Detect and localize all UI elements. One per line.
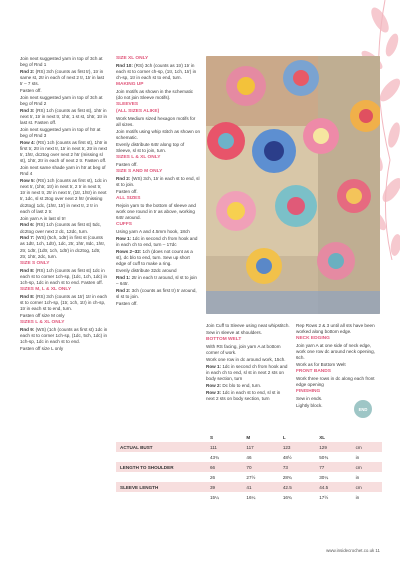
row-label: Rnd 2: [116, 175, 131, 181]
section-heading: SIZES M, L & XL ONLY [20, 286, 72, 292]
instruction-paragraph: Fasten off. [116, 162, 138, 168]
table-cell: cm [352, 482, 382, 492]
table-cell: 117 [242, 442, 278, 452]
section-heading: BOTTOM WELT [206, 336, 242, 342]
table-header-cell: M [242, 432, 278, 442]
table-cell: LENGTH TO SHOULDER [116, 462, 206, 472]
table-cell [116, 452, 206, 462]
table-cell: 28¾ [279, 472, 315, 482]
table-cell: 73 [279, 462, 315, 472]
table-cell: 16¼ [242, 492, 278, 502]
table-cell: 42.5 [279, 482, 315, 492]
instruction-paragraph: Evenly distribute 32dc around [116, 267, 177, 273]
table-row [116, 472, 382, 482]
row-label: Rnd 8: [20, 267, 35, 273]
instruction-paragraph: Rnd 1: 2tr in each tr around, sl st to join – 64tr. [116, 274, 197, 286]
instruction-paragraph: Rnd 2: (WS) 3ch, 1tr in each st to end, sl st to join. [116, 175, 200, 187]
instruction-paragraph: Rnd 6: (RS) 1ch (counts as first st) 5dc, dc2tog over next 2 dc, 12dc, turn. [20, 222, 102, 234]
end-badge: END [354, 400, 372, 418]
table-cell: 44.5 [315, 482, 351, 492]
table-cell: 46 [242, 452, 278, 462]
instruction-paragraph: Rnd 2: (RS) 3ch (counts as first tr), 1tr in same st, 2tr in each of next 2 tr, 1tr in last tr – 7 sts. [20, 68, 105, 87]
instruction-paragraph: Sew in sleeve at shoulders. [206, 329, 262, 335]
section-heading: SIZE S AND M ONLY [116, 168, 163, 174]
table-row [116, 492, 382, 502]
column-2 [116, 56, 200, 308]
instruction-paragraph: Fasten off. [116, 300, 138, 306]
instruction-paragraph: Row 1: 1dc in second ch from hook and in each ch to end, turn – 17dc [116, 235, 198, 247]
table-header-row [116, 432, 382, 442]
table-row [116, 452, 382, 462]
table-cell: 123 [279, 442, 315, 452]
instruction-paragraph: Rnd 3: (RS) 1ch (counts as first st), 1htr in next tr, 1tr in next tr, 1htr, 1 st st, 1htr, 1tr in last st. Fasten off. [20, 107, 108, 126]
instruction-paragraph: With RS facing, join yarn A at bottom corner of work. [206, 343, 281, 355]
instruction-paragraph: Lightly block. [296, 402, 323, 408]
table-cell: 50¾ [315, 452, 351, 462]
cardigan-photo [206, 56, 380, 314]
instruction-paragraph: Join next suggested yarn in top of 3ch at beg of Rnd 2 [20, 94, 103, 107]
instruction-paragraph: Fasten off size M only [20, 312, 65, 318]
section-heading: (ALL SIZES ALIKE) [116, 109, 160, 115]
section-heading: SIZES L & XL ONLY [116, 155, 161, 161]
instruction-paragraph: Join yarn A at one side of neck edge, work one row dc around neck opening, 6ch. [296, 342, 375, 361]
instruction-paragraph: Join yarn A in last sl tr! [20, 215, 66, 221]
section-heading: NECK EDGING [296, 335, 330, 341]
row-label: Rnd 2: [20, 68, 35, 74]
table-cell: 70 [242, 462, 278, 472]
table-cell: 129 [315, 442, 351, 452]
instruction-paragraph: Work as for Bottom Welt [296, 362, 346, 368]
instruction-paragraph: Row 1: 1dc in second ch from hook and in each ch to end, sl st in next 2 sts on body section, turn [206, 363, 288, 381]
column-4 [296, 323, 380, 410]
table-cell: cm [352, 442, 382, 452]
row-label: Rnd 9: [20, 326, 35, 332]
table-cell: 111 [206, 442, 242, 452]
row-label: Row 3: [206, 389, 222, 395]
instruction-paragraph: Rejoin yarn to the bottom of sleeve and work one round in tr as above, working 64tr around. [116, 202, 196, 220]
table-row [116, 482, 382, 492]
table-cell: 27½ [242, 472, 278, 482]
table-header-cell: XL [315, 432, 351, 442]
row-label: Row 4: [20, 140, 36, 145]
table-header-cell: S [206, 432, 242, 442]
table-cell: 16¾ [279, 492, 315, 502]
table-cell: 66 [206, 462, 242, 472]
table-cell: 43¾ [206, 452, 242, 462]
table-cell: ACTUAL BUST [116, 442, 206, 452]
section-heading: FRONT BANDS [296, 368, 331, 374]
instruction-paragraph: Work Medium sized hexagon motifs for all sizes. [116, 116, 196, 128]
table-cell: 41 [242, 482, 278, 492]
section-heading: SLEEVES [116, 102, 139, 108]
section-heading: SIZES L & XL ONLY [20, 319, 65, 325]
instruction-paragraph: Row 3: 1dc in each st to end, sl st in next 2 sts on body section, turn [206, 389, 281, 401]
section-heading: SIZE S ONLY [20, 260, 50, 266]
table-cell: 15¼ [206, 492, 242, 502]
instruction-paragraph: Using yarn A and 4.5mm hook, 18ch [116, 228, 190, 234]
row-label: Row 1: [206, 363, 222, 369]
instruction-paragraph: Join Cuff to Sleeve using neat whipstitch. [206, 323, 290, 328]
table-cell: 26 [206, 472, 242, 482]
table-row [116, 462, 382, 472]
row-label: Row 1: [116, 235, 132, 241]
table-header-cell: L [279, 432, 315, 442]
table-cell [116, 492, 206, 502]
section-heading: SIZE XL ONLY [116, 56, 149, 61]
section-heading: FINISHING [296, 388, 321, 394]
table-cell: 17½ [315, 492, 351, 502]
section-heading: MAKING UP [116, 82, 144, 88]
page-footer: www.insidecrochet.co.uk 11 [326, 548, 380, 553]
instruction-paragraph: Fasten off. [116, 188, 138, 194]
table-cell: 48½ [279, 452, 315, 462]
row-label: Rnd 6: [20, 222, 35, 228]
instruction-paragraph: Rnd 2: 3ch (counts as first tr) tr around, sl st to join. [116, 287, 197, 299]
row-label: Rnd 7: [20, 235, 35, 241]
instruction-paragraph: Sew in ends. [296, 395, 323, 401]
row-label: Rnd 8: [20, 293, 35, 299]
instruction-paragraph: Join motifs as shown in the schematic (do not join Sleeve motifs). [116, 89, 194, 101]
table-cell: 39 [206, 482, 242, 492]
table-header-cell [116, 432, 206, 442]
instruction-paragraph: Evenly distribute 64tr along top of Sleeve, sl st to join, turn. [116, 142, 185, 154]
row-label: Rnd 10: [116, 63, 133, 68]
column-3 [206, 323, 290, 403]
instruction-paragraph: Join motifs using whip stitch as shown on schematic. [116, 129, 201, 141]
instruction-paragraph: Row 5: (RS) 1ch (counts as first st), 1dc in next tr, (1htr, 1tr) in next tr, 2 tr in next tr, 1tr in next tr, 2tr in next tr, (1tr, 1htr) in next tr, 1dc, sl st 2tog over next 2 htr (missing dc2tog) 1dc, (1htr, 1tr) in next tr, 2 tr in each of last 2 tr. [20, 178, 107, 214]
table-cell: in [352, 472, 382, 482]
table-cell: in [352, 492, 382, 502]
instruction-paragraph: Rnd 10: (RS) 3ch (counts as 1tr) 1tr in each st to corner ch-sp, (1tr, 1ch, 1tr) in ch-sp, 1tr in each st to end, turn. [116, 63, 197, 81]
instruction-paragraph: Rnd 7: (WS) (5ch, 1dtr) in first st (counts as 1dtr, 1ch, 1dtr), 1dc, 2tr, 1htr, 8dc, 1htr, 2tr, 1dtr, (1dtr, 1ch, 1dtr) in dc2tog, 1dtr, 2tr, 1htr, 2dc, turn. [20, 235, 106, 259]
table-cell: cm [352, 462, 382, 472]
row-label: Row 5: [20, 178, 36, 184]
instruction-paragraph: Join next same shade yarn in htr at beg of Rnd 4 [20, 165, 106, 177]
row-label: Rows 2–32: [116, 248, 142, 254]
row-label: Rnd 1: [116, 274, 131, 280]
instruction-paragraph: Fasten off size L only [20, 345, 64, 351]
section-heading: CUFFS [116, 221, 132, 227]
row-label: Rnd 3: [20, 107, 35, 113]
instruction-paragraph: Join next suggested yarn in top of htr at beg of Rnd 3 [20, 127, 101, 139]
table-row [116, 442, 382, 452]
table-cell: SLEEVE LENGTH [116, 482, 206, 492]
instruction-paragraph: Join next suggested yarn in top of 3ch at beg of Rnd 1 [20, 56, 103, 68]
row-label: Row 2: [206, 382, 222, 388]
instruction-paragraph: Rows 2–32: 1ch (does not count as a st), dc blo to end, turn. Sew up short edge of cuff to make a ring. [116, 248, 193, 266]
size-table [116, 432, 382, 502]
row-label: Rnd 2: [116, 287, 131, 293]
instruction-paragraph: Row 2: Dc blo to end, turn. [206, 382, 262, 388]
table-cell: 77 [315, 462, 351, 472]
table-cell: 30¼ [315, 472, 351, 482]
instruction-paragraph: Work one row in dc around work, 15ch. [206, 356, 286, 362]
instruction-paragraph: Rnd 8: (RS) 1ch (counts as first st) 1dc in each st to corner 1ch-sp, (1dc, 1ch, 1dc) in 1ch-sp, 1dc in each st to end. Fasten off. [20, 267, 108, 285]
instruction-paragraph: Rnd 9: (WS) (1ch (counts as first st) 1dc in each st to corner 1ch-sp, (1dc, 5ch, 1dc) in 1ch-sp, 1dc in each st to end. [20, 326, 108, 344]
section-heading: ALL SIZES [116, 195, 141, 201]
table-cell [116, 472, 206, 482]
instruction-paragraph: Fasten off. [20, 88, 42, 94]
column-1 [20, 56, 108, 353]
instruction-paragraph: Rnd 8: (RS) 3ch (counts as 1tr) 1tr in each st to corner 1ch-sp, (1tr, 1ch, 1tr) in ch-sp, 1tr in each st to end, turn. [20, 293, 108, 311]
table-cell: in [352, 452, 382, 462]
instruction-paragraph: Row 4: (RS) 1ch (counts as first st), 1htr in first tr, 2tr in next tr, 1tr in next tr, 2tr in next tr, 1htr, dc2tog over next 2 htr (missing sl st), 1htr, 2tr in each of next 2 tr. Fasten off. [20, 140, 108, 164]
instruction-paragraph: Rep Rows 2 & 3 until all sts have been worked along bottom edge. [296, 323, 375, 335]
instruction-paragraph: Work three rows in dc along each front edge opening [296, 375, 375, 388]
